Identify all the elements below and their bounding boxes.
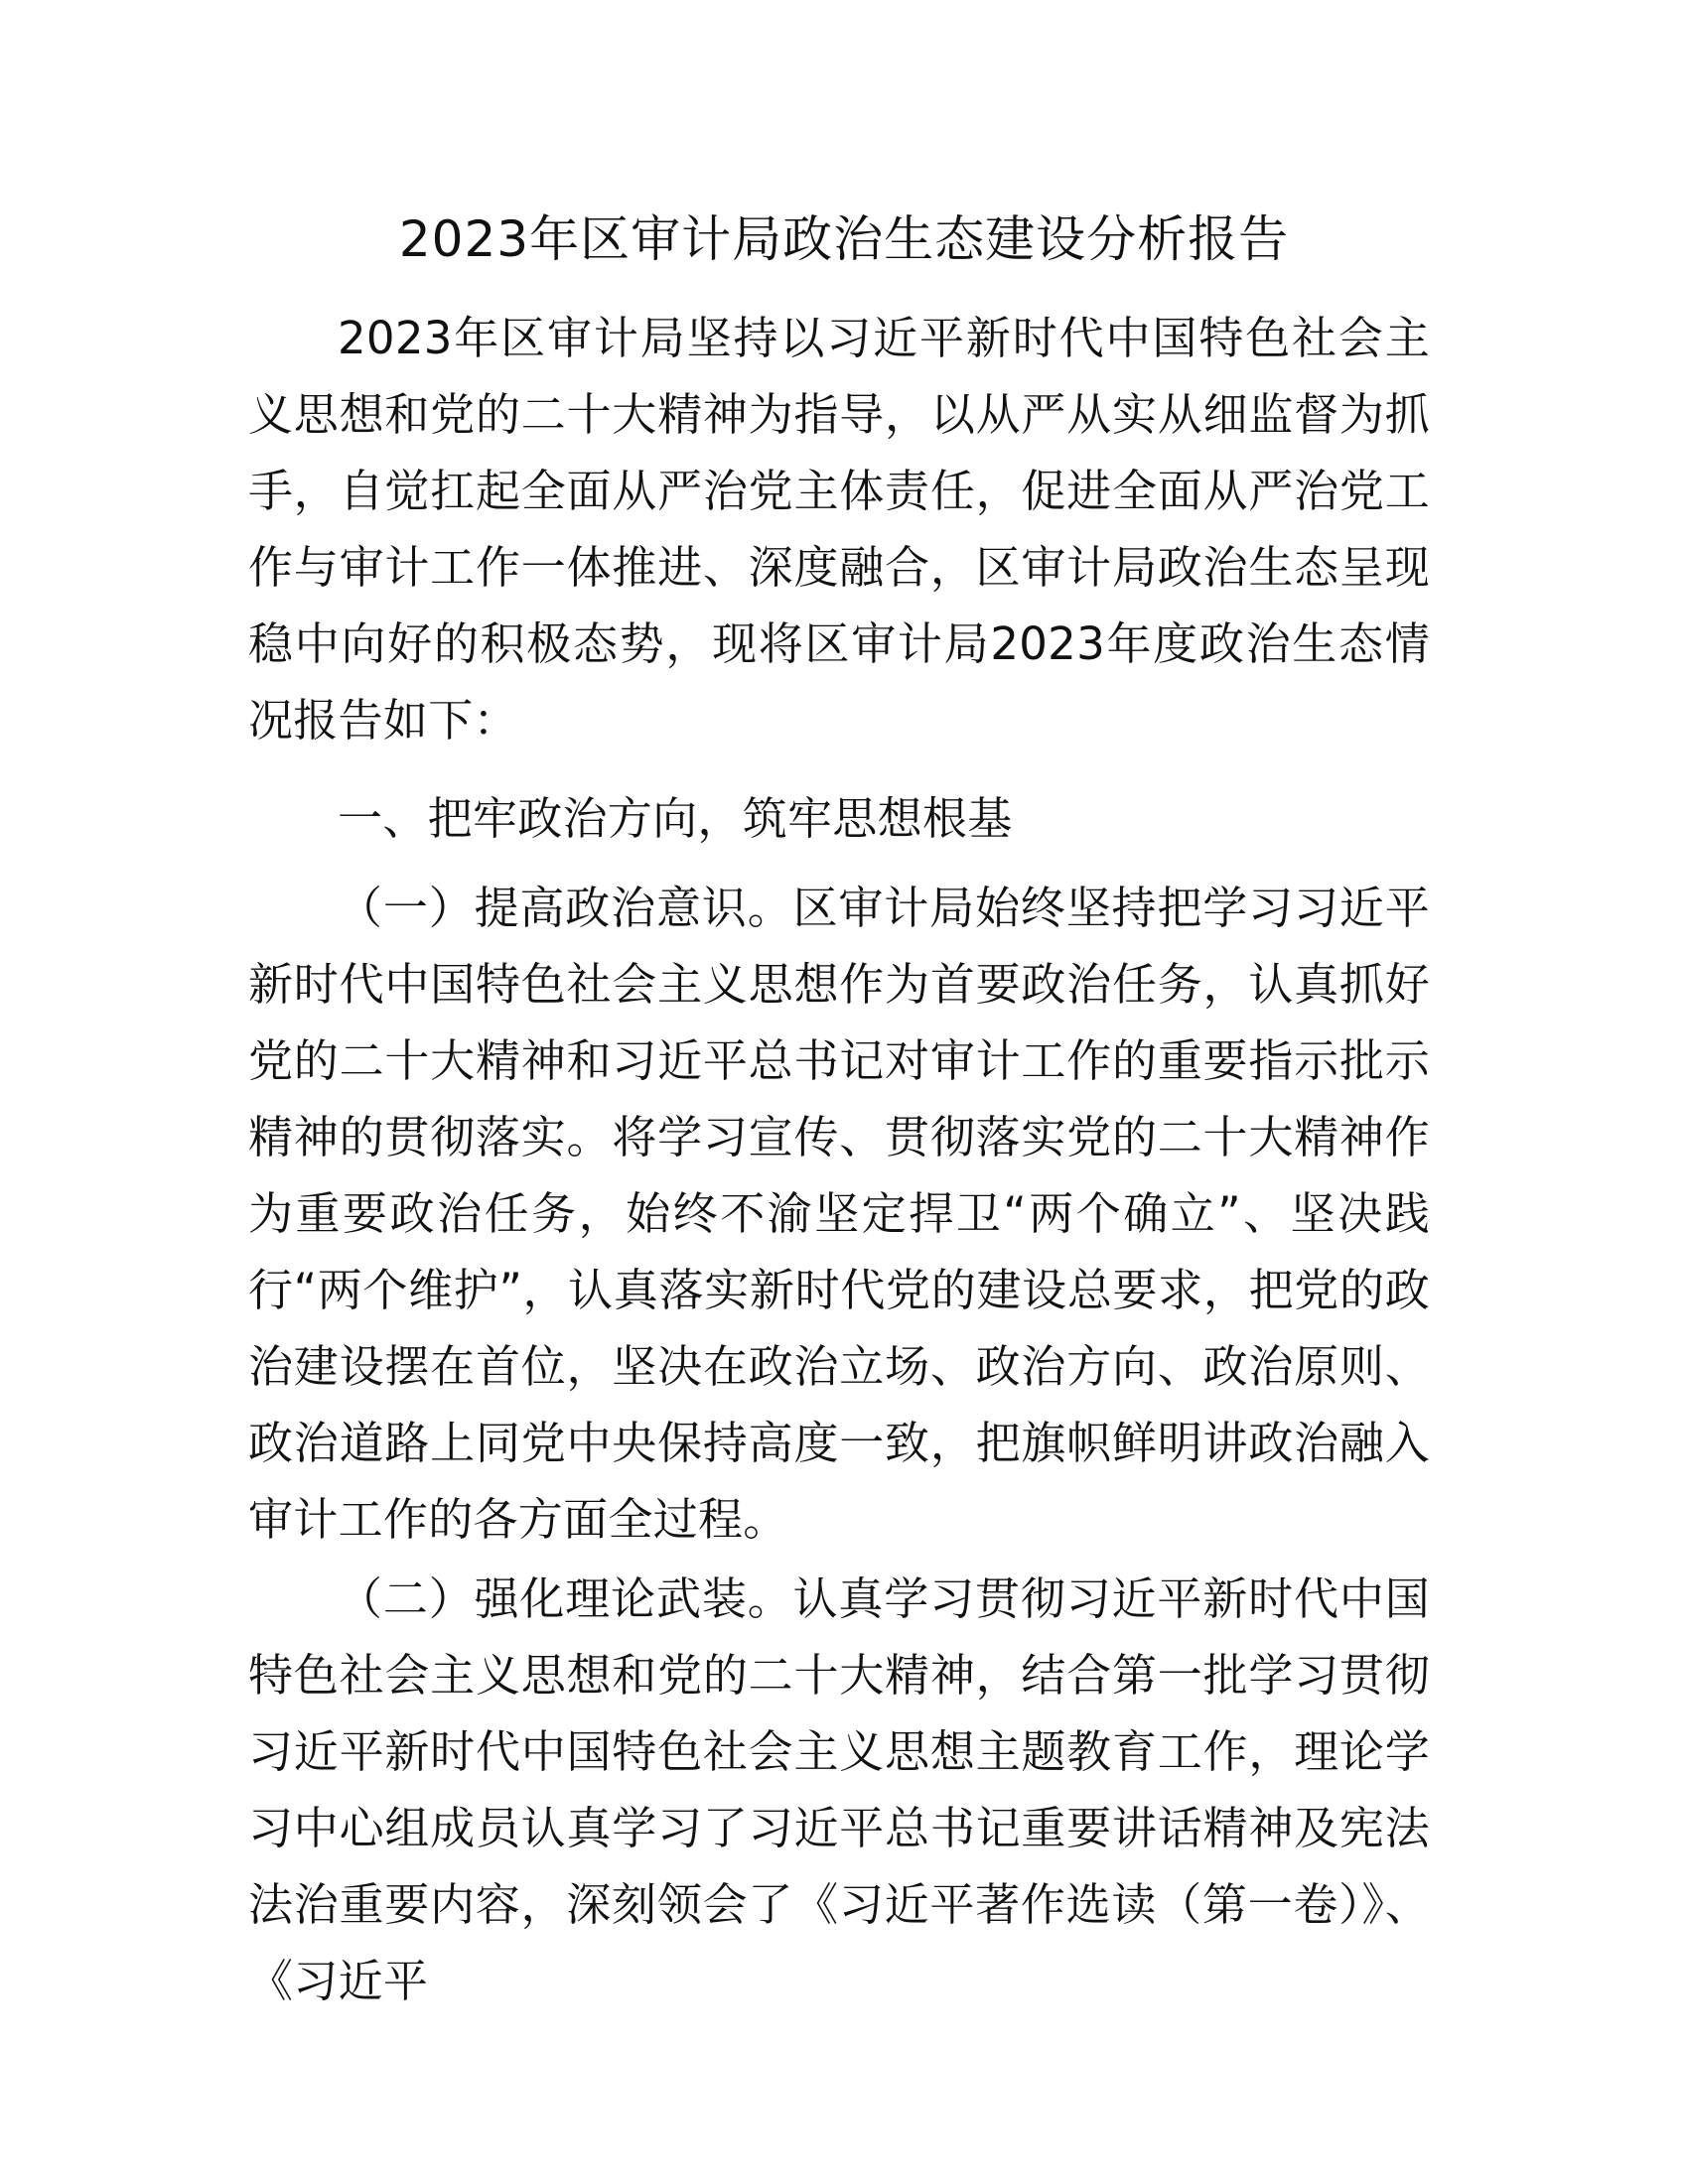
section-heading-text: 一、把牢政治方向，筑牢思想根基 [338,792,1013,845]
intro-text: 2023年区审计局坚持以习近平新时代中国特色社会主义思想和党的二十大精神为指导，以从严从实从细监督为抓手，自觉扛起全面从严治党主体责任，促进全面从严治党工作与审计工作一体推进、深度融合，区审计局政治生态呈现稳中向好的积极态势，现将区审计局2023年度政治生态情况报告如下： [248,312,1430,747]
subsection-paragraph-2 [248,1561,1430,2019]
section-heading [248,780,1430,857]
subsection-text-2: （二）强化理论武装。认真学习贯彻习近平新时代中国特色社会主义思想和党的二十大精神，结合第一批学习贯彻习近平新时代中国特色社会主义思想主题教育工作，理论学习中心组成员认真学习了习近平总书记重要讲话精神及宪法法治重要内容，深刻领会了《习近平著作选读（第一卷）》、《习近平 [248,1572,1430,2007]
intro-paragraph [248,300,1430,758]
subsection-paragraph-1 [248,870,1430,1558]
subsection-text-1: （一）提高政治意识。区审计局始终坚持把学习习近平新时代中国特色社会主义思想作为首要政治任务，认真抓好党的二十大精神和习近平总书记对审计工作的重要指示批示精神的贯彻落实。将学习宣传、贯彻落实党的二十大精神作为重要政治任务，始终不渝坚定捍卫“两个确立”、坚决践行“两个维护”，认真落实新时代党的建设总要求，把党的政治建设摆在首位，坚决在政治立场、政治方向、政治原则、政治道路上同党中央保持高度一致，把旗帜鲜明讲政治融入审计工作的各方面全过程。 [248,882,1430,1546]
document-title: 2023年区审计局政治生态建设分析报告 [398,210,1290,268]
